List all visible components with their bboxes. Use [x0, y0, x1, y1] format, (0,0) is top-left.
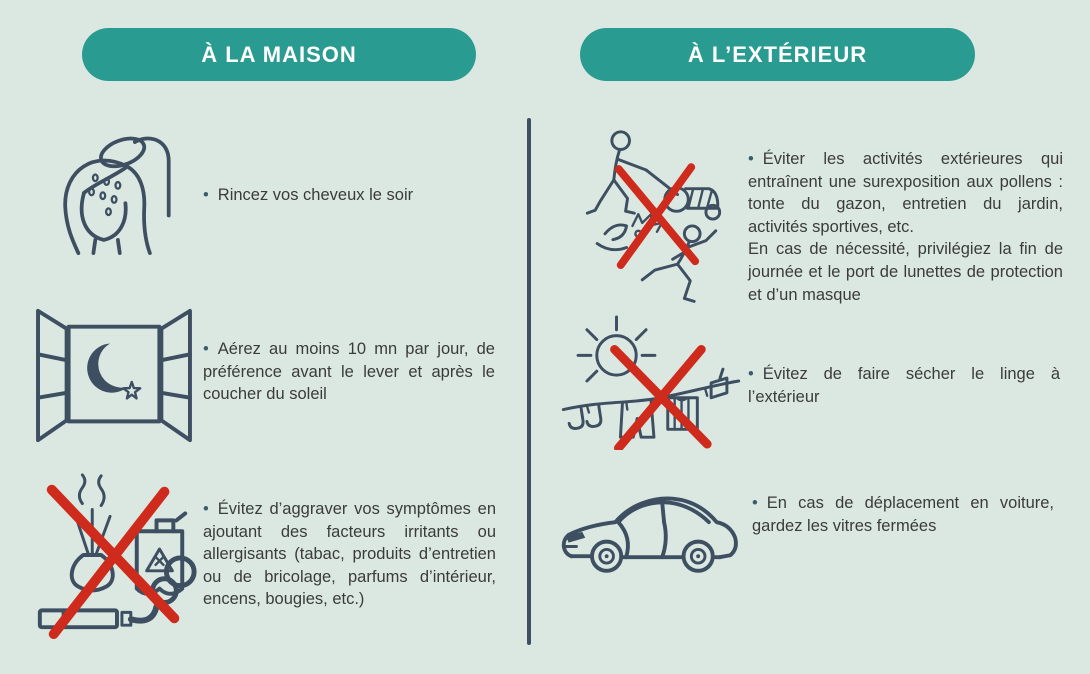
advice-text: • Aérez au moins 10 mn par jour, de préférence avant le lever et après le coucher du soleil: [203, 340, 495, 404]
bullet-dot: •: [752, 494, 758, 512]
advice-text: • Évitez de faire sécher le linge à l’extérieur: [748, 365, 1060, 406]
hair-rinse-icon: [36, 108, 196, 258]
outdoor-section-header: À L’EXTÉRIEUR: [580, 28, 975, 81]
open-window-night-icon: [28, 302, 198, 450]
bullet-dot: •: [203, 340, 209, 358]
red-cross: [619, 167, 695, 265]
home-section-header: À LA MAISON: [82, 28, 476, 81]
advice-text: • En cas de déplacement en voiture, gardez les vitres fermées: [752, 494, 1054, 535]
advice-text: • Éviter les activités extérieures qui entraînent une surexposition aux pollens : tonte du gazon, entretien du jardin, activités sportives, etc. En cas de nécessité, privilégiez la fin de journée et le port de lunettes de protection et d’un masque: [748, 150, 1063, 304]
section-divider: [527, 118, 531, 645]
bullet-dot: •: [203, 500, 209, 518]
crescent-moon: [87, 343, 128, 392]
advice-text: • Rincez vos cheveux le soir: [203, 186, 414, 204]
no-laundry-outside-icon: [556, 312, 746, 450]
advice-text: • Évitez d’aggraver vos symptômes en ajoutant des facteurs irritants ou allergisants (tabac, produits d’entretien ou de bricolage, parfums d’intérieur, encens, bougies, etc.): [203, 500, 496, 609]
car-icon: [556, 474, 741, 582]
bullet-dot: •: [748, 150, 754, 168]
cigarette: [40, 610, 117, 627]
star: [123, 382, 140, 398]
no-irritants-icon: [26, 460, 204, 648]
bullet-dot: •: [203, 186, 209, 204]
bullet-dot: •: [748, 365, 754, 383]
no-outdoor-activities-icon: [574, 124, 734, 320]
